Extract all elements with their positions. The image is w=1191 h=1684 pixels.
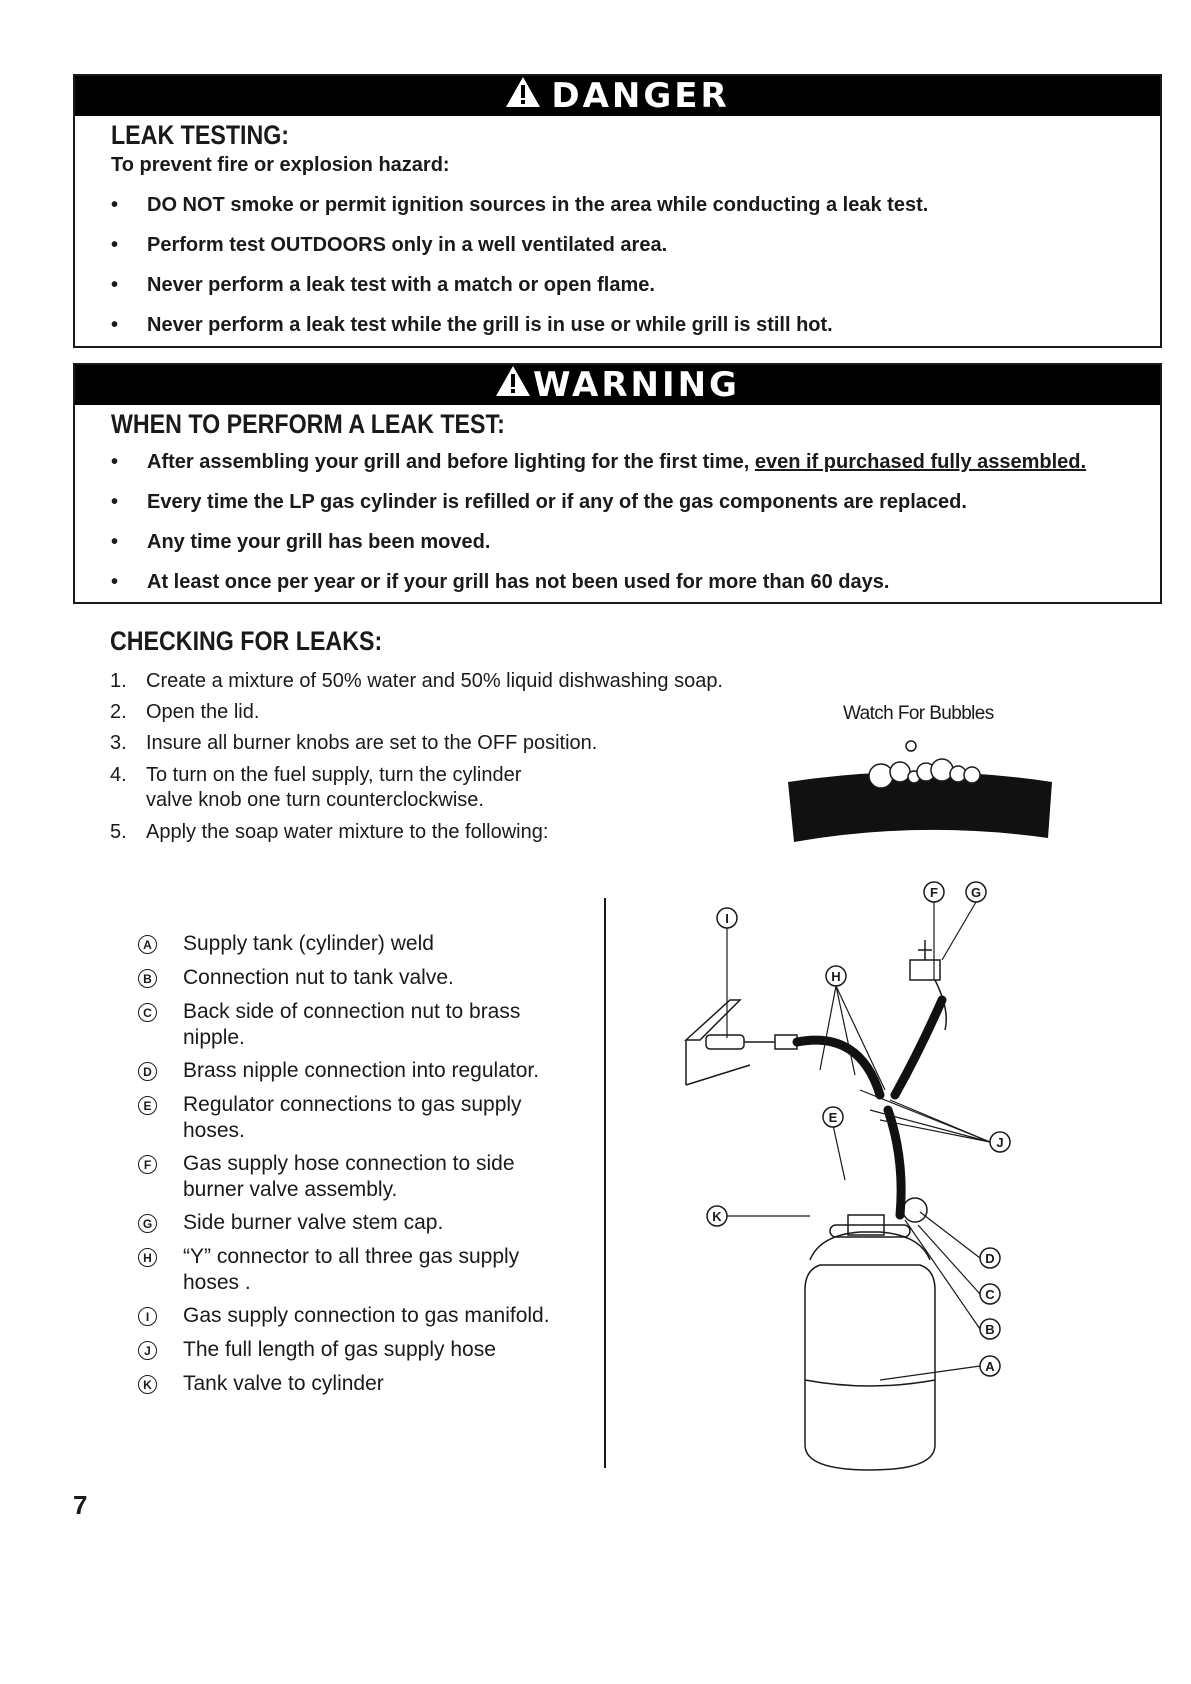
warning-bullet-3: • Any time your grill has been moved. (111, 531, 491, 553)
diagram-label-c: C (985, 1287, 995, 1302)
danger-bullet-1: • DO NOT smoke or permit ignition sources in the area while conducting a leak test. (111, 194, 929, 216)
page-number: 7 (73, 1490, 88, 1520)
diagram-label-b: B (985, 1322, 995, 1337)
danger-title: LEAK TESTING: (111, 120, 290, 150)
danger-subtitle: To prevent fire or explosion hazard: (111, 154, 450, 176)
diagram-label-e: E (828, 1110, 838, 1125)
warning-bullet-4: • At least once per year or if your grill has not been used for more than 60 days. (111, 571, 890, 593)
diagram-label-g: G (970, 885, 982, 900)
warning-bullet-2: • Every time the LP gas cylinder is refilled or if any of the gas components are replaced. (111, 491, 967, 513)
warning-header (75, 365, 1160, 405)
warning-box (73, 363, 1162, 604)
diagram-label-k: K (712, 1209, 722, 1224)
column-divider (604, 898, 606, 1468)
warning-title: WHEN TO PERFORM A LEAK TEST: (111, 409, 505, 439)
warning-header-text: WARNING (533, 365, 740, 405)
danger-bullet-4: • Never perform a leak test while the grill is in use or while grill is still hot. (111, 314, 833, 336)
warning-triangle-icon (495, 365, 531, 406)
warning-triangle-icon (505, 76, 541, 117)
diagram-label-h: H (831, 969, 841, 984)
diagram-label-i: I (725, 911, 729, 926)
bubbles-caption: Watch For Bubbles (843, 703, 994, 724)
checking-title: CHECKING FOR LEAKS: (110, 626, 383, 656)
warning-bullet-1: • After assembling your grill and before lighting for the first time, even if purchased fully assembled. (111, 451, 1087, 473)
danger-header (75, 76, 1160, 116)
danger-bullet-3: • Never perform a leak test with a match or open flame. (111, 274, 655, 296)
danger-box (73, 74, 1162, 348)
danger-header-text: DANGER (551, 76, 730, 116)
diagram-label-a: A (985, 1359, 995, 1374)
bubbles-illustration (780, 730, 1060, 850)
diagram-label-j: J (996, 1135, 1004, 1150)
danger-bullet-2: • Perform test OUTDOORS only in a well ventilated area. (111, 234, 668, 256)
diagram-label-f: F (930, 885, 938, 900)
gas-system-diagram (680, 880, 1060, 1480)
diagram-label-d: D (985, 1251, 995, 1266)
